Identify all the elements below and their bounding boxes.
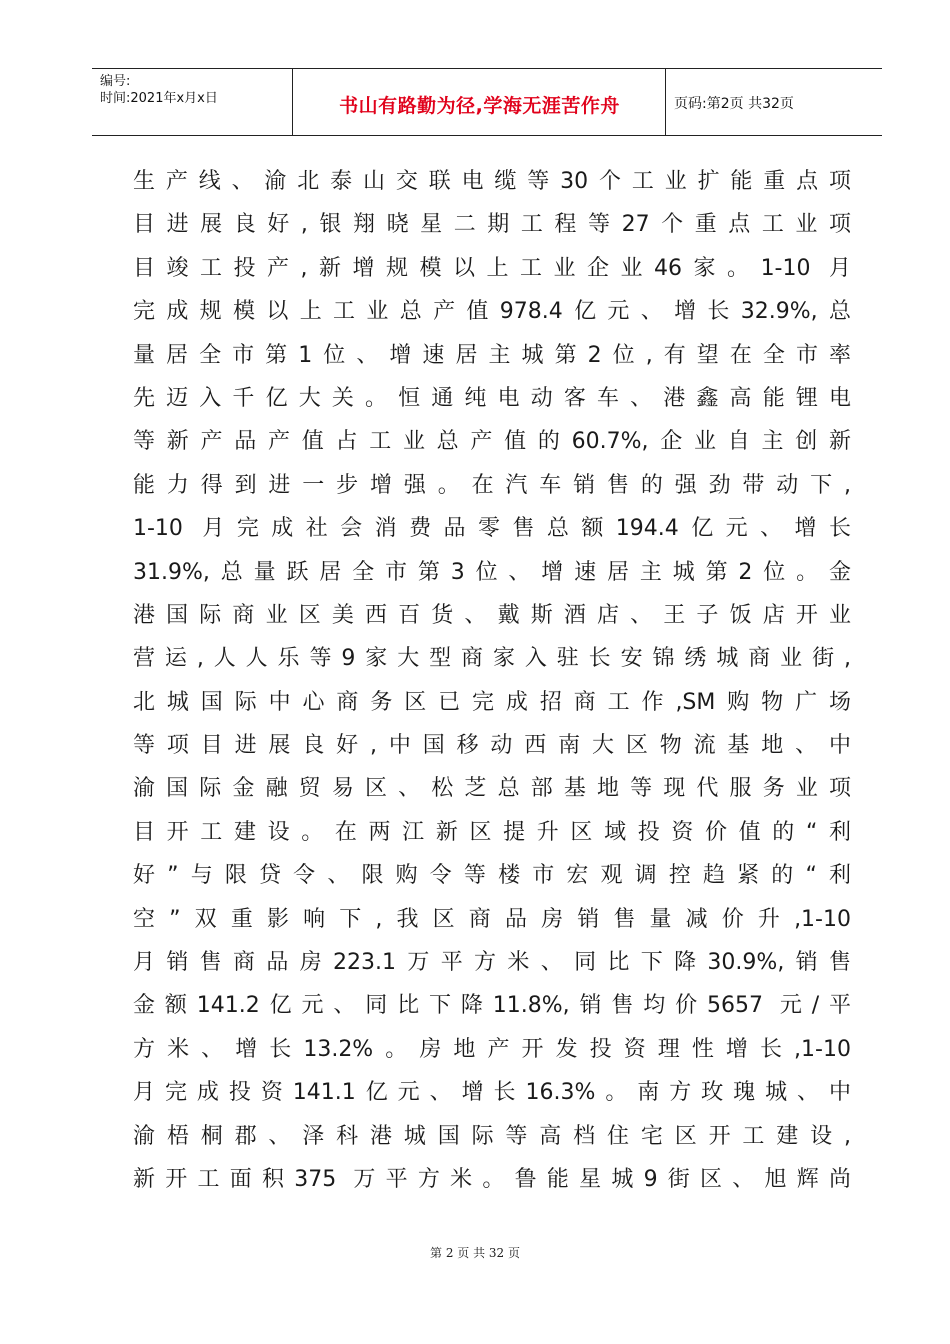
body-text-line: 北城国际中心商务区已完成招商工作,SM购物广场 bbox=[133, 689, 851, 715]
body-text-line: 月销售商品房223.1万平方米、同比下降30.9%,销售 bbox=[133, 950, 851, 976]
header-divider bbox=[292, 69, 293, 135]
header-divider bbox=[665, 69, 666, 135]
body-text-line: 渝国际金融贸易区、松芝总部基地等现代服务业项 bbox=[133, 776, 851, 802]
body-text-line: 港国际商业区美西百货、戴斯酒店、王子饭店开业 bbox=[133, 602, 851, 628]
body-text-line: 方米、增长13.2%。房地产开发投资理性增长,1-10 bbox=[133, 1036, 851, 1062]
body-text-line: 1-10 月完成社会消费品零售总额194.4亿元、增长 bbox=[133, 516, 851, 542]
body-text-line: 等新产品产值占工业总产值的60.7%,企业自主创新 bbox=[133, 429, 851, 455]
body-text-line: 目进展良好,银翔晓星二期工程等27个重点工业项 bbox=[133, 212, 851, 238]
body-text-line: 渝梧桐郡、泽科港城国际等高档住宅区开工建设, bbox=[133, 1123, 851, 1149]
page-footer: 第 2 页 共 32 页 bbox=[430, 1246, 520, 1260]
body-text-line: 等项目进展良好,中国移动西南大区物流基地、中 bbox=[133, 733, 851, 759]
body-text-line: 目竣工投产,新增规模以上工业企业46家。1-10 月 bbox=[133, 255, 851, 281]
body-text-line: 营运,人人乐等9家大型商家入驻长安锦绣城商业街, bbox=[133, 646, 851, 672]
body-text-line: 先迈入千亿大关。恒通纯电动客车、港鑫高能锂电 bbox=[133, 385, 851, 411]
header-page-info: 页码:第2页 共32页 bbox=[674, 96, 794, 112]
page-header bbox=[92, 68, 882, 136]
body-text-line: 生产线、渝北泰山交联电缆等30个工业扩能重点项 bbox=[133, 169, 851, 194]
document-time: 时间:2021年x月x日 bbox=[100, 91, 218, 106]
body-text-line: 月完成投资141.1亿元、增长16.3%。南方玫瑰城、中 bbox=[133, 1080, 851, 1106]
body-text-line: 目开工建设。在两江新区提升区域投资价值的“利 bbox=[133, 819, 851, 845]
body-text-line: 金额141.2亿元、同比下降11.8%,销售均价5657 元/平 bbox=[133, 993, 851, 1019]
body-text-line: 新开工面积375 万平方米。鲁能星城9街区、旭辉尚 bbox=[133, 1166, 851, 1192]
document-body bbox=[133, 160, 851, 1201]
header-motto: 书山有路勤为径,学海无涯苦作舟 bbox=[339, 95, 620, 117]
document-number: 编号: bbox=[100, 74, 131, 89]
body-text-line: 完成规模以上工业总产值978.4亿元、增长32.9%,总 bbox=[133, 299, 851, 325]
body-text-line: 能力得到进一步增强。在汽车销售的强劲带动下, bbox=[133, 472, 851, 498]
body-text-line: 31.9%,总量跃居全市第3位、增速居主城第2位。金 bbox=[133, 559, 851, 585]
body-text-line: 量居全市第1位、增速居主城第2位,有望在全市率 bbox=[133, 342, 851, 368]
header-meta bbox=[100, 73, 218, 107]
body-text-line: 空”双重影响下,我区商品房销售量减价升,1-10 bbox=[133, 906, 851, 932]
body-text-line: 好”与限贷令、限购令等楼市宏观调控趋紧的“利 bbox=[133, 863, 851, 889]
